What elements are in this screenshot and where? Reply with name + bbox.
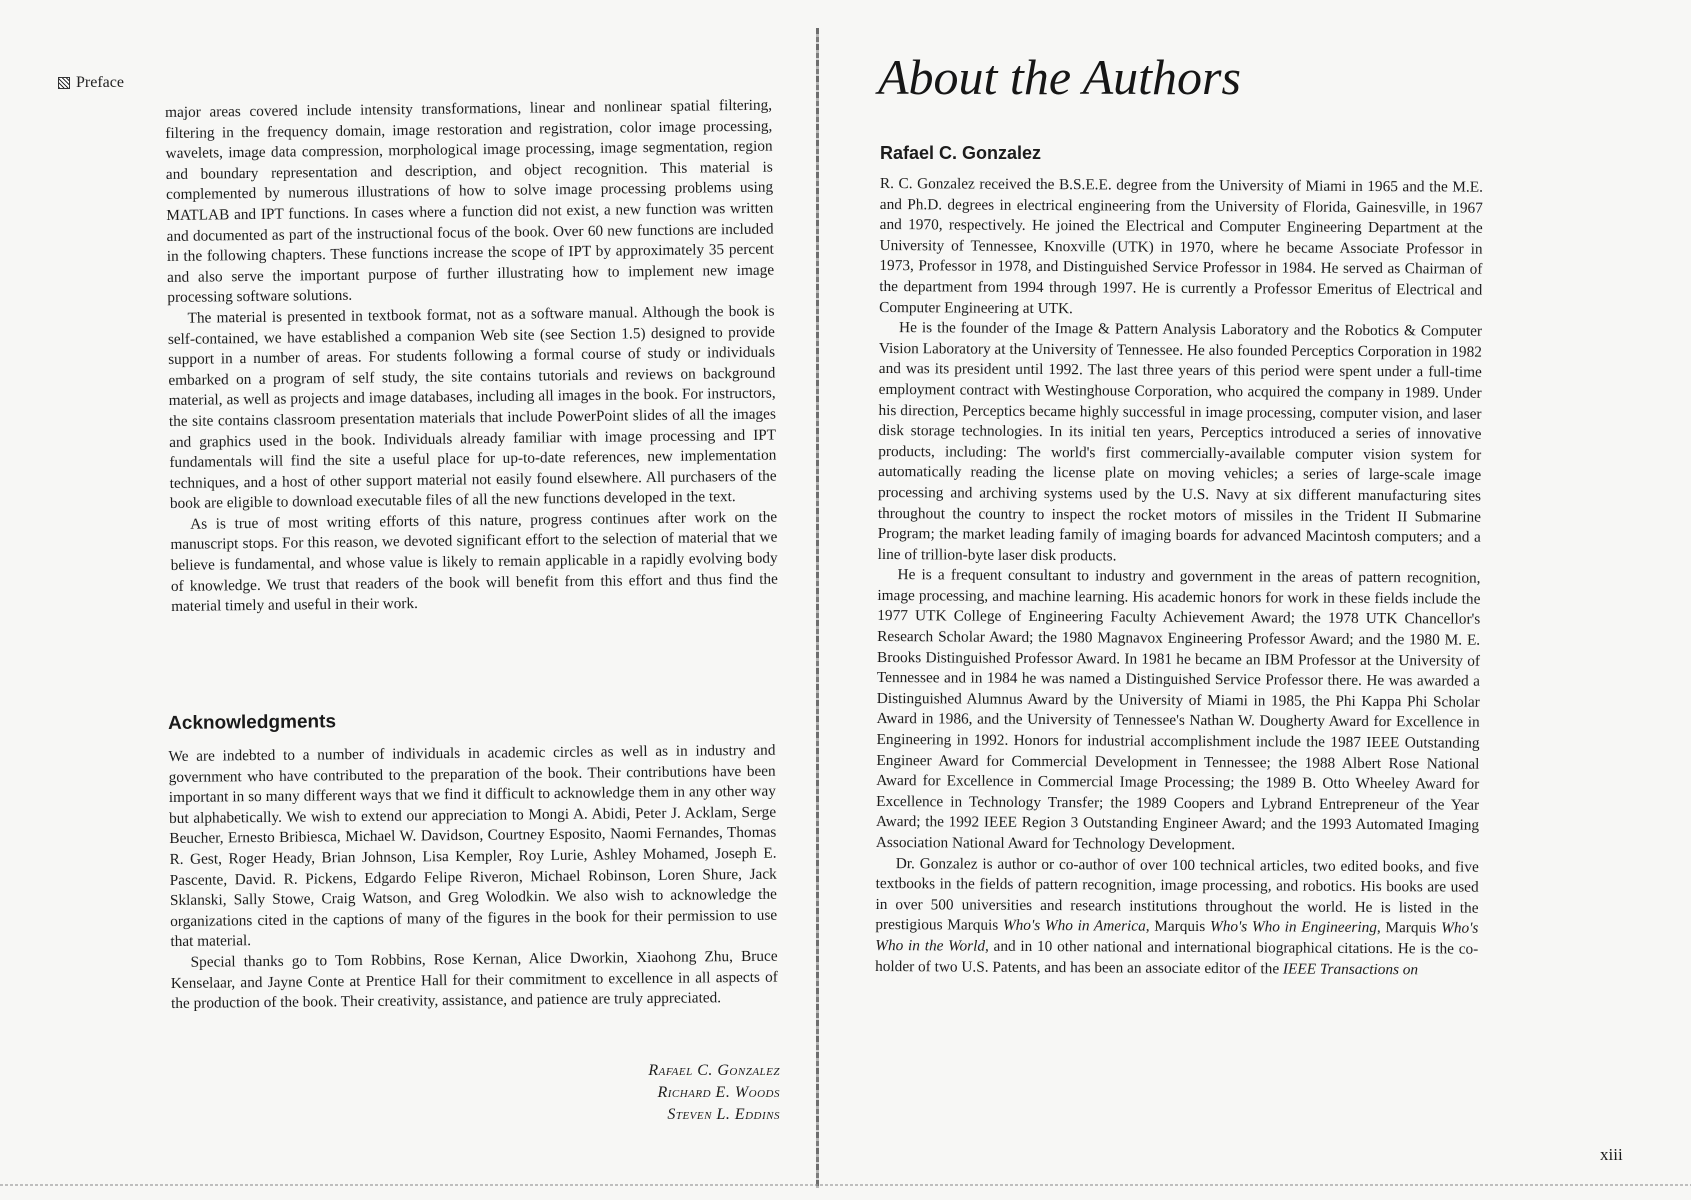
preface-paragraph-1: major areas covered include intensity transformations, linear and nonlinear spatial filtering, filtering in the frequency domain, image restoration and registration, color image processing, wavelets, image data compression, morphological image processing, image segmentation, region and boundary representation and description, and object recognition. This material is complemented by numerous illustrations of how to solve image processing problems using MATLAB and IPT functions. In cases where a function did not exist, a new function was written and documented as part of the instructional focus of the book. Over 60 new functions are included in the following chapters. These functions increase the scope of IPT by approximately 35 percent and also serve the important purpose of further illustrating how to implement new image processing software solutions.: [165, 96, 775, 307]
bio-p4-italic-3: Who's Who in the World: [875, 919, 1479, 955]
left-page: [0, 0, 820, 1200]
bio-paragraph-4: [875, 854, 1479, 981]
bio-paragraph-3: He is a frequent consultant to industry and government in the areas of pattern recognition, image processing, and machine learning. His academic honors for work in these fields include the 1977 UTK College of Engineering Faculty Achievement Award; the 1978 UTK Chancellor's Research Scholar Award; the 1980 Magnavox Engineering Professor Award; and the 1980 M. E. Brooks Distinguished Professor Award. In 1981 he became an IBM Professor at the University of Tennessee and in 1984 he was named a Distinguished Service Professor there. He was awarded a Distinguished Alumnus Award by the University of Miami in 1985, the Phi Kappa Phi Scholar Award in 1986, and the University of Tennessee's Nathan W. Dougherty Award for Excellence in Engineering in 1992. Honors for industrial accomplishment include the 1987 IEEE Outstanding Engineer Award for Commercial Development in Tennessee; the 1988 Albert Rose National Award for Excellence in Commercial Image Processing; the 1989 B. Otto Wheeley Award for Excellence in Technology Transfer; the 1989 Coopers and Lybrand Entrepreneur of the Year Award; the 1992 IEEE Region 3 Outstanding Engineer Award; and the 1993 Automated Imaging Association National Award for Technology Development.: [875, 566, 1481, 854]
page-number: xiii: [1600, 1145, 1623, 1164]
running-head: [58, 74, 124, 92]
bio-p4-text-1: Dr. Gonzalez is author or co-author of over 100 technical articles, two edited books, and five textbooks in the fields of pattern recognition, image processing, and robotics. His books are used in over 500 universities and research institutions throughout the world. He is listed in the prestigious Marquis: [875, 854, 1479, 935]
acknowledgments-heading: Acknowledgments: [168, 711, 337, 734]
acknowledgments-paragraph-1: We are indebted to a number of individuals in academic circles as well as in industry and government who have contributed to the preparation of the book. Their contributions have been important in so many different ways that we find it difficult to acknowledge them in any other way but alphabetically. We wish to extend our appreciation to Mongi A. Abidi, Peter J. Acklam, Serge Beucher, Ernesto Bribiesca, Michael W. Davidson, Courtney Esposito, Naomi Fernandes, Thomas R. Gest, Roger Heady, Brian Johnson, Lisa Kempler, Roy Lurie, Ashley Mohamed, Joseph E. Pascente, David. R. Pickens, Edgardo Felipe Riveron, Michael Robinson, Loren Shure, Jack Sklanski, Sally Stowe, Craig Watson, and Greg Wolodkin. We also wish to acknowledge the organizations cited in the captions of many of the figures in the book for their permission to use that material.: [168, 741, 778, 951]
preface-paragraph-2: The material is presented in textbook format, not as a software manual. Although the book is self-contained, we have established a companion Web site (see Section 1.5) designed to provide support in a number of areas. For students following a formal course of study or individuals embarked on a program of self study, the site contains tutorials and reviews on background material, as well as projects and image databases, including all images in the book. For instructors, the site contains classroom presentation materials that include PowerPoint slides of all the images and graphics used in the book. Individuals already familiar with image processing and IPT fundamentals will find the site a useful place for up-to-date references, new implementation techniques, and a host of other support material not easily found elsewhere. All purchasers of the book are eligible to download executable files of all the new functions developed in the text.: [167, 302, 777, 513]
acknowledgments-section: [168, 707, 778, 1015]
bio-p4-italic-4: IEEE Transactions on: [1282, 960, 1419, 978]
right-page: [822, 0, 1691, 1200]
preface-body: [165, 96, 778, 618]
author-signatures: [540, 1060, 780, 1126]
acknowledgments-paragraph-2: Special thanks go to Tom Robbins, Rose Kernan, Alice Dworkin, Xiaohong Zhu, Bruce Kenselaar, and Jayne Conte at Prentice Hall for their commitment to excellence in all aspects of the production of the book. Their creativity, assistance, and patience are truly appreciated.: [170, 947, 778, 1013]
preface-paragraph-3: As is true of most writing efforts of this nature, progress continues after work on the manuscript stops. For this reason, we devoted significant effort to the selection of material that we believe is fundamental, and whose value is likely to remain applicable in a rapidly evolving body of knowledge. We trust that readers of the book will benefit from this effort and thus find the material timely and useful in their work.: [170, 508, 778, 616]
author-bio-body: [875, 174, 1483, 981]
running-head-label: Preface: [76, 74, 124, 91]
bio-p4-text-4: , and in 10 other national and international biographical citations. He is the co-holder of two U.S. Patents, and has been an associate editor of the: [875, 937, 1479, 978]
acknowledgments-body: [168, 741, 778, 1015]
chapter-title: About the Authors: [878, 49, 1241, 105]
author-name-heading: Rafael C. Gonzalez: [880, 143, 1042, 163]
signature-eddins: Steven L. Eddins: [667, 1106, 780, 1123]
bio-p4-italic-1: Who's Who in America: [1002, 917, 1146, 936]
bio-p4-text-2: , Marquis: [1145, 918, 1211, 936]
bio-paragraph-1: R. C. Gonzalez received the B.S.E.E. degree from the University of Miami in 1965 and the M.E. and Ph.D. degrees in electrical engineering from the University of Florida, Gainesville, in 1967 and 1970, respectively. He joined the Electrical and Computer Engineering Department at the University of Tennessee, Knoxville (UTK) in 1970, where he became Associate Professor in 1973, Professor in 1978, and Distinguished Service Professor in 1984. He served as Chairman of the department from 1994 through 1997. He is currently a Professor Emeritus of Electrical and Computer Engineering at UTK.: [879, 174, 1483, 317]
bio-paragraph-2: He is the founder of the Image & Pattern Analysis Laboratory and the Robotics & Computer Vision Laboratory at the University of Tennessee. He also founded Perceptics Corporation in 1982 and was its president until 1992. The last three years of this period were spent under a full-time employment contract with Westinghouse Corporation, who acquired the company in 1989. Under his direction, Perceptics became highly successful in image processing, computer vision, and laser disk storage technologies. In its initial ten years, Perceptics introduced a series of innovative products, including: The world's first commercially-available computer vision system for automatically reading the license plate on moving vehicles; a series of large-scale image processing and archiving systems used by the U.S. Navy at six different manufacturing sites throughout the country to inspect the rocket motors of missiles in the Trident II Submarine Program; the market leading family of imaging boards for advanced Macintosh computers; and a line of trillion-byte laser disk products.: [877, 319, 1483, 565]
running-head-square-icon: [58, 77, 70, 89]
bio-p4-italic-2: Who's Who in Engineering: [1209, 918, 1377, 937]
signature-woods: Richard E. Woods: [657, 1084, 780, 1101]
bio-p4-text-3: , Marquis: [1376, 919, 1442, 937]
signature-gonzalez: Rafael C. Gonzalez: [648, 1062, 780, 1079]
